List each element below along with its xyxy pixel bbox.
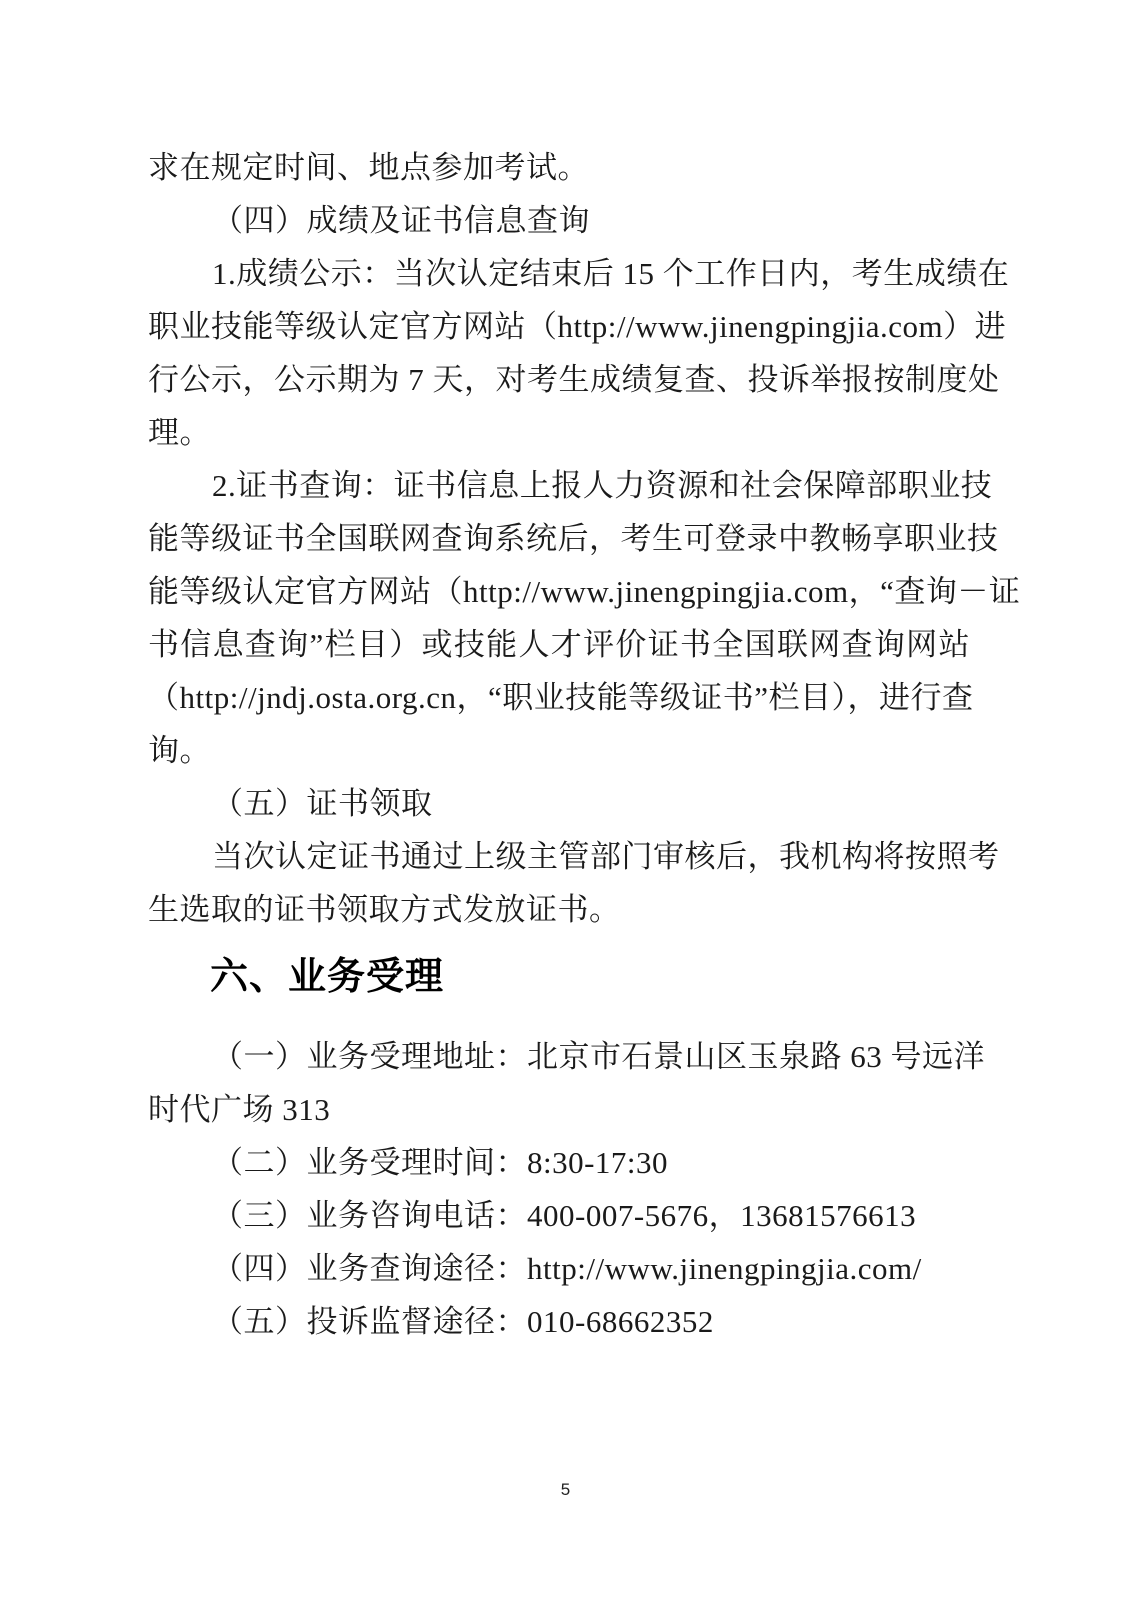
paragraph-line: （三）业务咨询电话：400-007-5676，13681576613	[212, 1198, 917, 1233]
paragraph-line: （四）业务查询途径：http://www.jinengpingjia.com/	[212, 1251, 922, 1286]
paragraph-line: 行公示，公示期为 7 天，对考生成绩复查、投诉举报按制度处	[148, 362, 1000, 397]
paragraph-line: 当次认定证书通过上级主管部门审核后，我机构将按照考	[212, 839, 1000, 874]
subsection-heading-5: （五）证书领取	[212, 786, 433, 821]
paragraph-line: 能等级证书全国联网查询系统后，考生可登录中教畅享职业技	[148, 521, 999, 556]
paragraph-line: 询。	[148, 733, 211, 768]
paragraph-line: 1.成绩公示：当次认定结束后 15 个工作日内，考生成绩在	[212, 256, 1010, 291]
paragraph-line: （二）业务受理时间：8:30-17:30	[212, 1145, 669, 1180]
paragraph-line: （http://jndj.osta.org.cn，“职业技能等级证书”栏目），进行查	[148, 680, 974, 715]
paragraph-line: （一）业务受理地址：北京市石景山区玉泉路 63 号远洋	[212, 1039, 985, 1074]
paragraph-line: 生选取的证书领取方式发放证书。	[148, 892, 621, 927]
subsection-heading-4: （四）成绩及证书信息查询	[212, 203, 590, 238]
paragraph-line: 书信息查询”栏目）或技能人才评价证书全国联网查询网站	[148, 627, 970, 662]
paragraph-line: 2.证书查询：证书信息上报人力资源和社会保障部职业技	[212, 468, 993, 503]
paragraph-line: （五）投诉监督途径：010-68662352	[212, 1304, 714, 1339]
paragraph-line: 理。	[148, 415, 211, 450]
section-heading: 六、业务受理	[210, 956, 445, 998]
page-number: 5	[560, 1480, 571, 1499]
paragraph-line: 能等级认定官方网站（http://www.jinengpingjia.com，“查询－证	[148, 574, 1021, 609]
paragraph-line: 职业技能等级认定官方网站（http://www.jinengpingjia.com）进	[148, 309, 1007, 344]
paragraph-line: 时代广场 313	[148, 1092, 331, 1127]
paragraph-line: 求在规定时间、地点参加考试。	[148, 150, 589, 185]
